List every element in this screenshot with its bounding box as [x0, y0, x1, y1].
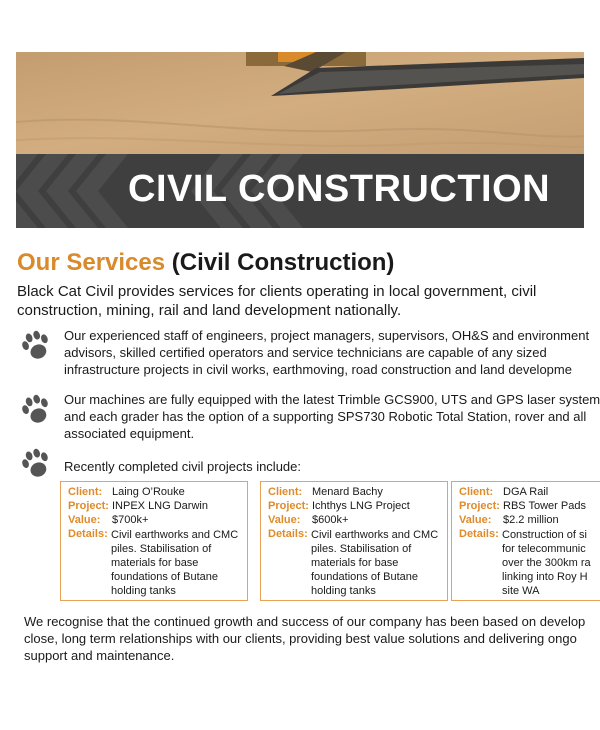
value-label: Value:: [68, 514, 101, 526]
client-label: Client:: [68, 486, 103, 498]
details-label: Details:: [68, 528, 108, 540]
bullet-line: Our experienced staff of engineers, project managers, supervisors, OH&S and environment: [64, 328, 590, 343]
bullet-text: [64, 391, 600, 442]
bullet-line: Our machines are fully equipped with the latest Trimble GCS900, UTS and GPS laser system: [64, 392, 600, 407]
bullet-line: infrastructure projects in civil works, earthmoving, road construction and land developme: [64, 362, 572, 377]
bullet-line: Recently completed civil projects include:: [64, 459, 301, 474]
details-value: [311, 528, 443, 598]
details-line: holding tanks: [111, 585, 176, 597]
details-line: Civil earthworks and CMC: [111, 529, 239, 541]
client-label: Client:: [459, 486, 494, 498]
heading-accent: Our Services: [17, 249, 166, 276]
details-line: over the 300km ra: [502, 557, 591, 569]
project-card: [60, 481, 248, 601]
bullet-text: [64, 327, 600, 378]
banner-title: CIVIL CONSTRUCTION: [128, 168, 551, 210]
project-value: RBS Tower Pads: [503, 500, 586, 512]
details-line: for telecommunic: [502, 543, 586, 555]
project-label: Project:: [68, 500, 109, 512]
project-card: [451, 481, 600, 601]
details-line: linking into Roy H: [502, 571, 588, 583]
title-banner: [16, 154, 584, 228]
project-label: Project:: [459, 500, 500, 512]
details-value: [502, 528, 600, 598]
client-value: Laing O’Rouke: [112, 486, 185, 498]
paw-print-icon: [18, 445, 54, 481]
value-value: $2.2 million: [503, 514, 559, 526]
details-line: Civil earthworks and CMC: [311, 529, 439, 541]
client-value: DGA Rail: [503, 486, 549, 498]
value-label: Value:: [459, 514, 492, 526]
details-line: materials for base: [311, 557, 399, 569]
services-heading: [17, 249, 394, 277]
value-value: $600k+: [312, 514, 349, 526]
client-value: Menard Bachy: [312, 486, 383, 498]
bullet-line: associated equipment.: [64, 426, 195, 441]
paw-print-icon: [18, 327, 54, 363]
details-value: [111, 528, 243, 598]
closing-line: close, long term relationships with our clients, providing best value solutions and delivering ongo: [24, 631, 577, 646]
details-line: Construction of si: [502, 529, 587, 541]
details-line: piles. Stabilisation of: [311, 543, 412, 555]
project-value: INPEX LNG Darwin: [112, 500, 208, 512]
bullet-line: advisors, skilled certified operators and service technicians are capable of any sized: [64, 345, 547, 360]
intro-paragraph: Black Cat Civil provides services for clients operating in local government, civil construction, mining, rail and land development nationally.: [17, 283, 537, 319]
details-line: site WA: [502, 585, 540, 597]
details-line: foundations of Butane: [111, 571, 219, 583]
details-label: Details:: [268, 528, 308, 540]
closing-line: We recognise that the continued growth and success of our company has been based on develop: [24, 614, 586, 629]
project-label: Project:: [268, 500, 309, 512]
details-line: foundations of Butane: [311, 571, 419, 583]
project-value: Ichthys LNG Project: [312, 500, 410, 512]
heading-rest: (Civil Construction): [171, 249, 395, 276]
closing-line: support and maintenance.: [24, 648, 175, 663]
paw-print-icon: [18, 391, 54, 427]
details-line: materials for base: [111, 557, 199, 569]
value-label: Value:: [268, 514, 301, 526]
bullet-text: [64, 458, 600, 475]
value-value: $700k+: [112, 514, 149, 526]
client-label: Client:: [268, 486, 303, 498]
details-label: Details:: [459, 528, 499, 540]
details-line: piles. Stabilisation of: [111, 543, 212, 555]
construction-site-photo: [16, 52, 584, 154]
details-line: holding tanks: [311, 585, 376, 597]
project-card: [260, 481, 448, 601]
closing-paragraph: [24, 613, 600, 664]
bullet-line: and each grader has the option of a supporting SPS730 Robotic Total Station, rover and all: [64, 409, 587, 424]
